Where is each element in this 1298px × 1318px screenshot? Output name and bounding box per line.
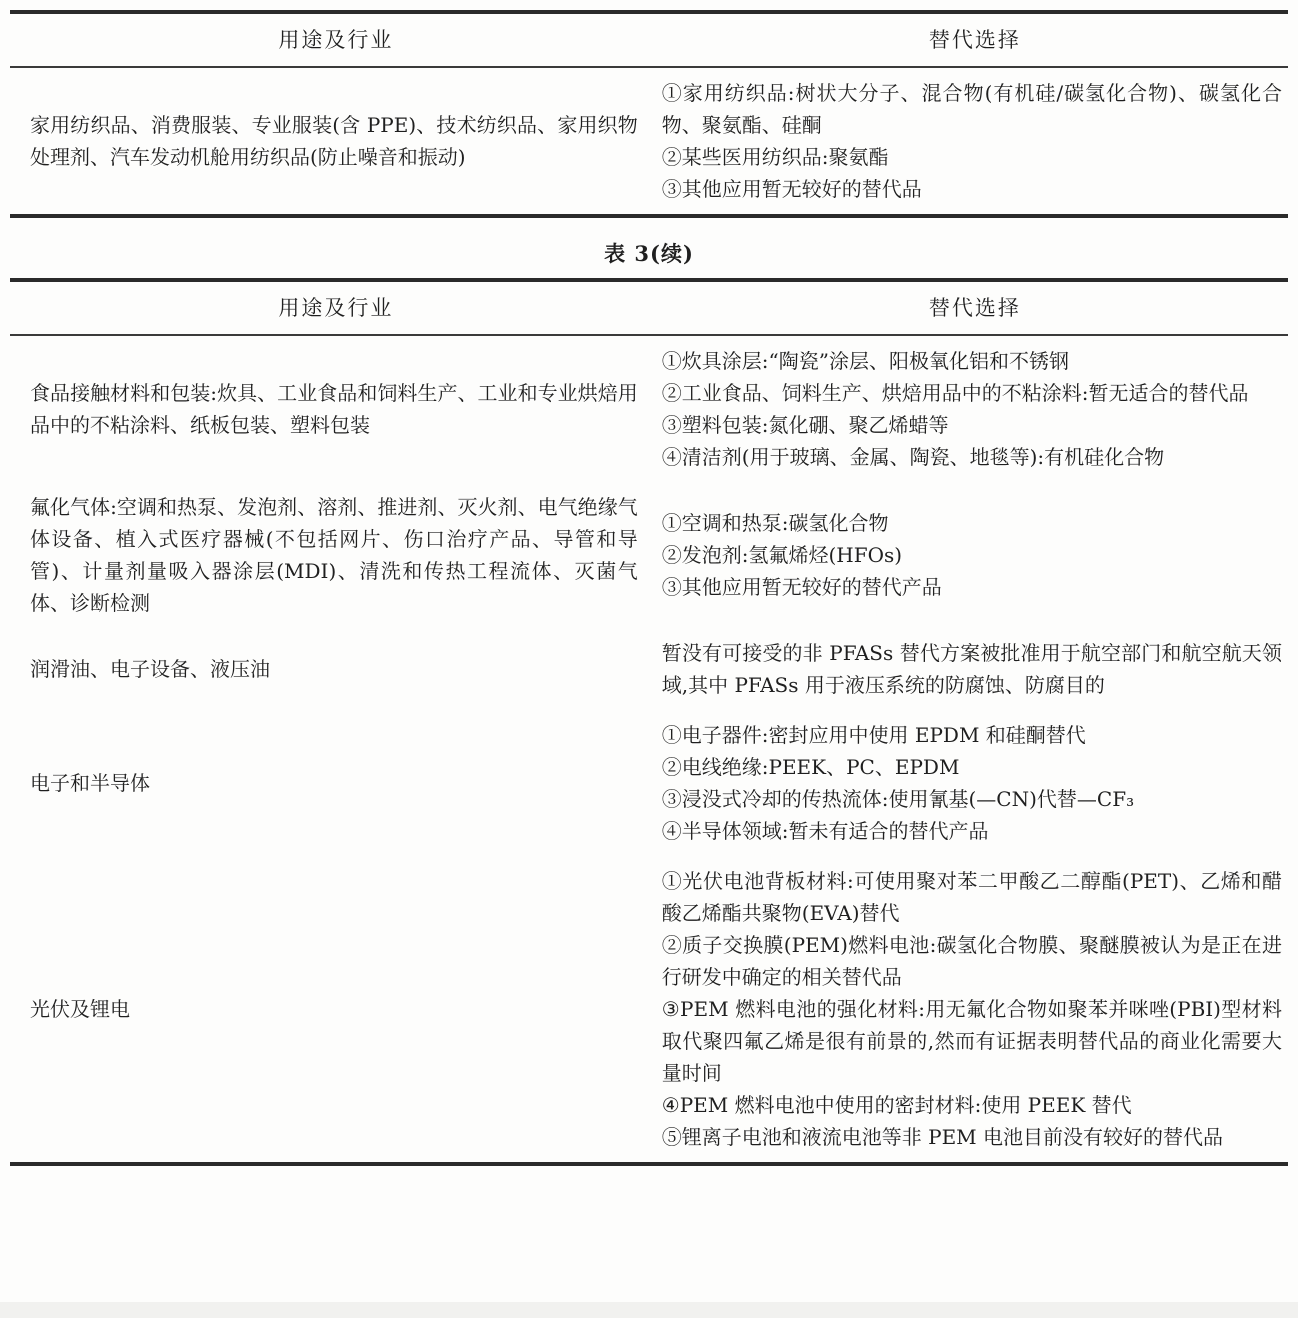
alternative-item: ④清洁剂(用于玻璃、金属、陶瓷、地毯等):有机硅化合物 (661, 445, 1165, 469)
table-header-row (10, 282, 1288, 334)
use-industry-text: 电子和半导体 (30, 771, 150, 795)
alternatives-cell (662, 856, 1288, 1162)
alternative-item: ①炊具涂层:“陶瓷”涂层、阳极氧化铝和不锈钢 (661, 349, 1069, 373)
alternative-item: ①光伏电池背板材料:可使用聚对苯二甲酸乙二醇酯(PET)、乙烯和醋酸乙烯酯共聚物(EVA)替代 (661, 869, 1282, 925)
alternative-item: ②电线绝缘:PEEK、PC、EPDM (661, 755, 960, 779)
column-header-use: 用途及行业 (278, 296, 394, 320)
alternative-item: ④PEM 燃料电池中使用的密封材料:使用 PEEK 替代 (661, 1093, 1132, 1117)
alternative-item: ②工业食品、饲料生产、烘焙用品中的不粘涂料:暂无适合的替代品 (661, 381, 1249, 405)
use-industry-cell (10, 758, 662, 808)
alternative-item: ②某些医用纺织品:聚氨酯 (661, 145, 889, 169)
alternative-item: ④半导体领域:暂未有适合的替代产品 (661, 819, 989, 843)
alternatives-cell (662, 336, 1288, 482)
table-bottom-rule (10, 214, 1288, 218)
table-row-photovoltaic-lithium (10, 856, 1288, 1162)
column-header-alternatives: 替代选择 (928, 296, 1021, 320)
alternative-item: ③其他应用暂无较好的替代品 (661, 177, 922, 201)
table-continued (10, 278, 1288, 1166)
alternatives-cell (662, 498, 1288, 612)
alternative-item: ②发泡剂:氢氟烯烃(HFOs) (661, 543, 903, 567)
table-row-electronics-semiconductor (10, 710, 1288, 856)
table-row-lubricants (10, 628, 1288, 710)
alternative-item: ③其他应用暂无较好的替代产品 (661, 575, 942, 599)
table-header-row (10, 14, 1288, 66)
alternative-item: ⑤锂离子电池和液流电池等非 PEM 电池目前没有较好的替代品 (661, 1125, 1224, 1149)
use-industry-cell (10, 482, 662, 628)
use-industry-text: 光伏及锂电 (30, 997, 130, 1021)
alternative-item: ③PEM 燃料电池的强化材料:用无氟化合物如聚苯并咪唑(PBI)型材料取代聚四氟乙烯是很有前景的,然而有证据表明替代品的商业化需要大量时间 (661, 997, 1282, 1085)
use-industry-cell (10, 368, 662, 450)
alternative-item: 暂没有可接受的非 PFASs 替代方案被批准用于航空部门和航空航天领域,其中 PFASs 用于液压系统的防腐蚀、防腐目的 (661, 641, 1282, 697)
use-industry-text: 润滑油、电子设备、液压油 (30, 657, 270, 681)
use-industry-text: 氟化气体:空调和热泵、发泡剂、溶剂、推进剂、灭火剂、电气绝缘气体设备、植入式医疗器械(不包括网片、伤口治疗产品、导管和导管)、计量剂量吸入器涂层(MDI)、清洗和传热工程流体、灭菌气体、诊断检测 (30, 495, 638, 615)
column-header-use: 用途及行业 (278, 28, 394, 52)
use-industry-cell (10, 100, 662, 182)
use-industry-cell (10, 984, 662, 1034)
table-bottom-rule (10, 1162, 1288, 1166)
table-top-fragment (10, 10, 1288, 218)
alternative-item: ②质子交换膜(PEM)燃料电池:碳氢化合物膜、聚醚膜被认为是正在进行研发中确定的相关替代品 (661, 933, 1282, 989)
alternative-item: ①电子器件:密封应用中使用 EPDM 和硅酮替代 (661, 723, 1086, 747)
alternative-item: ③塑料包装:氮化硼、聚乙烯蜡等 (661, 413, 949, 437)
table-row-food-contact (10, 336, 1288, 482)
alternative-item: ①空调和热泵:碳氢化合物 (661, 511, 889, 535)
alternative-item: ①家用纺织品:树状大分子、混合物(有机硅/碳氢化合物)、碳氢化合物、聚氨酯、硅酮 (661, 81, 1282, 137)
table-row-fluorinated-gases (10, 482, 1288, 628)
table-row (10, 68, 1288, 214)
alternatives-cell (662, 628, 1288, 710)
page-edge-strip (0, 1302, 1298, 1318)
alternative-item: ③浸没式冷却的传热流体:使用氰基(—CN)代替—CF₃ (661, 787, 1135, 811)
use-industry-text: 食品接触材料和包装:炊具、工业食品和饲料生产、工业和专业烘焙用品中的不粘涂料、纸板包装、塑料包装 (30, 381, 638, 437)
use-industry-cell (10, 644, 662, 694)
column-header-alternatives: 替代选择 (928, 28, 1021, 52)
use-industry-text: 家用纺织品、消费服装、专业服装(含 PPE)、技术纺织品、家用织物处理剂、汽车发动机舱用纺织品(防止噪音和振动) (30, 113, 638, 169)
alternatives-cell (662, 68, 1288, 214)
table-title: 表 3(续) (604, 241, 694, 266)
alternatives-cell (662, 710, 1288, 856)
